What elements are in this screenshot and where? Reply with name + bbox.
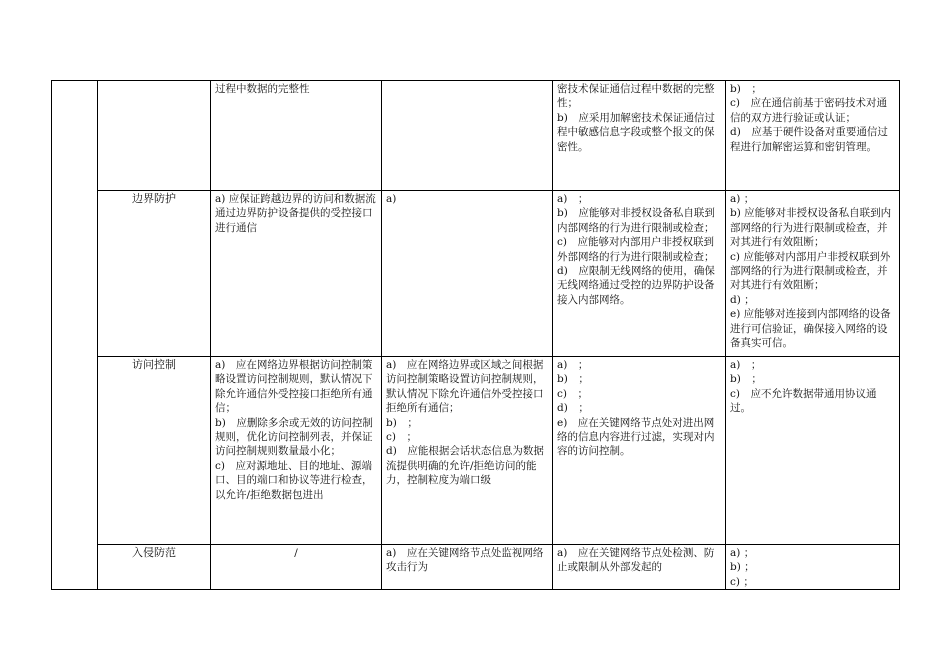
- cell-line: d) 应能根据会话状态信息为数据流提供明确的允许/拒绝访问的能力，控制粒度为端口级: [386, 445, 544, 487]
- cell-line: d) ；: [730, 293, 755, 306]
- cell-line: a) ；: [730, 359, 762, 371]
- cell-line: a) ；: [730, 193, 755, 205]
- level-cell: [726, 191, 900, 357]
- cell-line: c) 应能够对内部用户非授权联到外部网络的行为进行限制或检查；: [557, 236, 715, 263]
- cell-line: d) 应基于硬件设备对重要通信过程进行加解密运算和密钥管理。: [730, 126, 888, 153]
- cell-line: b) ；: [730, 373, 762, 386]
- cell-line: a) 应在网络边界或区域之间根据访问控制策略设置访问控制规则，默认情况下除允许通信外受控接口拒绝所有通信；: [386, 359, 544, 415]
- cell-line: d) ；: [557, 402, 589, 415]
- category-cell: [98, 81, 211, 191]
- table-body: [52, 81, 900, 590]
- cell-line: c) 应不允许数据带通用协议通过。: [730, 387, 877, 415]
- cell-line: e) 应能够对连接到内部网络的设备进行可信验证，确保接入网络的设备真实可信。: [730, 308, 891, 350]
- cell-line: b) 应能够对非授权设备私自联到内部网络的行为进行限制或检查；: [557, 207, 715, 234]
- cell-line: 过程中数据的完整性: [215, 83, 310, 95]
- cell-line: /: [294, 547, 298, 559]
- table-row: [52, 357, 900, 545]
- category-cell: 访问控制: [98, 357, 211, 545]
- cell-line: e) 应在关键网络节点处对进出网络的信息内容进行过滤，实现对内容的访问控制。: [557, 416, 715, 458]
- cell-line: d) 应限制无线网络的使用，确保无线网络通过受控的边界防护设备接入内部网络。: [557, 265, 715, 306]
- level-cell: [553, 81, 726, 191]
- table-row: [52, 191, 900, 357]
- level-cell: [382, 357, 553, 545]
- table-row: [52, 81, 900, 191]
- cell-line: c) 应在通信前基于密码技术对通信的双方进行验证或认证；: [730, 97, 887, 124]
- cell-line: c) 应能够对内部用户非授权联到外部网络的行为进行限制或检查，并对其进行有效阻断；: [730, 250, 891, 292]
- level-cell: [726, 357, 900, 545]
- level-cell: [553, 545, 726, 590]
- cell-line: a) ；: [557, 359, 589, 371]
- cell-line: a) 应在关键网络节点处监视网络攻击行为: [386, 547, 544, 574]
- level-cell: [211, 191, 382, 357]
- cell-line: a) 应在关键网络节点处检测、防止或限制从外部发起的: [557, 547, 715, 574]
- cell-line: b) 应采用加解密技术保证通信过程中敏感信息字段或整个报文的保密性。: [557, 111, 715, 153]
- level-cell: [382, 81, 553, 191]
- level-cell: [553, 191, 726, 357]
- cell-line: 密技术保证通信过程中数据的完整性；: [557, 83, 715, 110]
- level-cell: [726, 545, 900, 590]
- cell-line: c) ；: [557, 387, 588, 400]
- cell-line: b) ；: [730, 83, 762, 95]
- cell-line: c) 应对源地址、目的地址、源端口、目的端口和协议等进行检查，以允许/拒绝数据包进出: [215, 459, 373, 501]
- merged-left-cell: [52, 81, 98, 590]
- level-cell: [211, 81, 382, 191]
- category-cell: 边界防护: [98, 191, 211, 357]
- cell-line: a) ；: [730, 547, 755, 559]
- level-cell: [553, 357, 726, 545]
- cell-line: b) 应能够对非授权设备私自联到内部网络的行为进行限制或检查，并对其进行有效阻断；: [730, 207, 892, 249]
- table-row: [52, 545, 900, 590]
- cell-line: b) ；: [557, 373, 589, 386]
- cell-line: b) ；: [386, 416, 418, 429]
- cell-line: c) ；: [386, 431, 417, 444]
- category-cell: 入侵防范: [98, 545, 211, 590]
- level-cell: [211, 545, 382, 590]
- requirements-table: [51, 80, 900, 590]
- cell-line: a) ；: [557, 193, 589, 205]
- level-cell: [382, 191, 553, 357]
- cell-line: b) ；: [730, 561, 755, 574]
- level-cell: [211, 357, 382, 545]
- cell-line: a): [386, 193, 397, 205]
- level-cell: [382, 545, 553, 590]
- cell-line: a) 应在网络边界根据访问控制策略设置访问控制规则，默认情况下除允许通信外受控接口拒绝所有通信；: [215, 359, 373, 415]
- cell-line: c) ；: [730, 575, 754, 588]
- level-cell: [726, 81, 900, 191]
- cell-line: b) 应删除多余或无效的访问控制规则，优化访问控制列表，并保证访问控制规则数量最小化；: [215, 416, 373, 458]
- cell-line: a) 应保证跨越边界的访问和数据流通过边界防护设备提供的受控接口进行通信: [215, 193, 376, 234]
